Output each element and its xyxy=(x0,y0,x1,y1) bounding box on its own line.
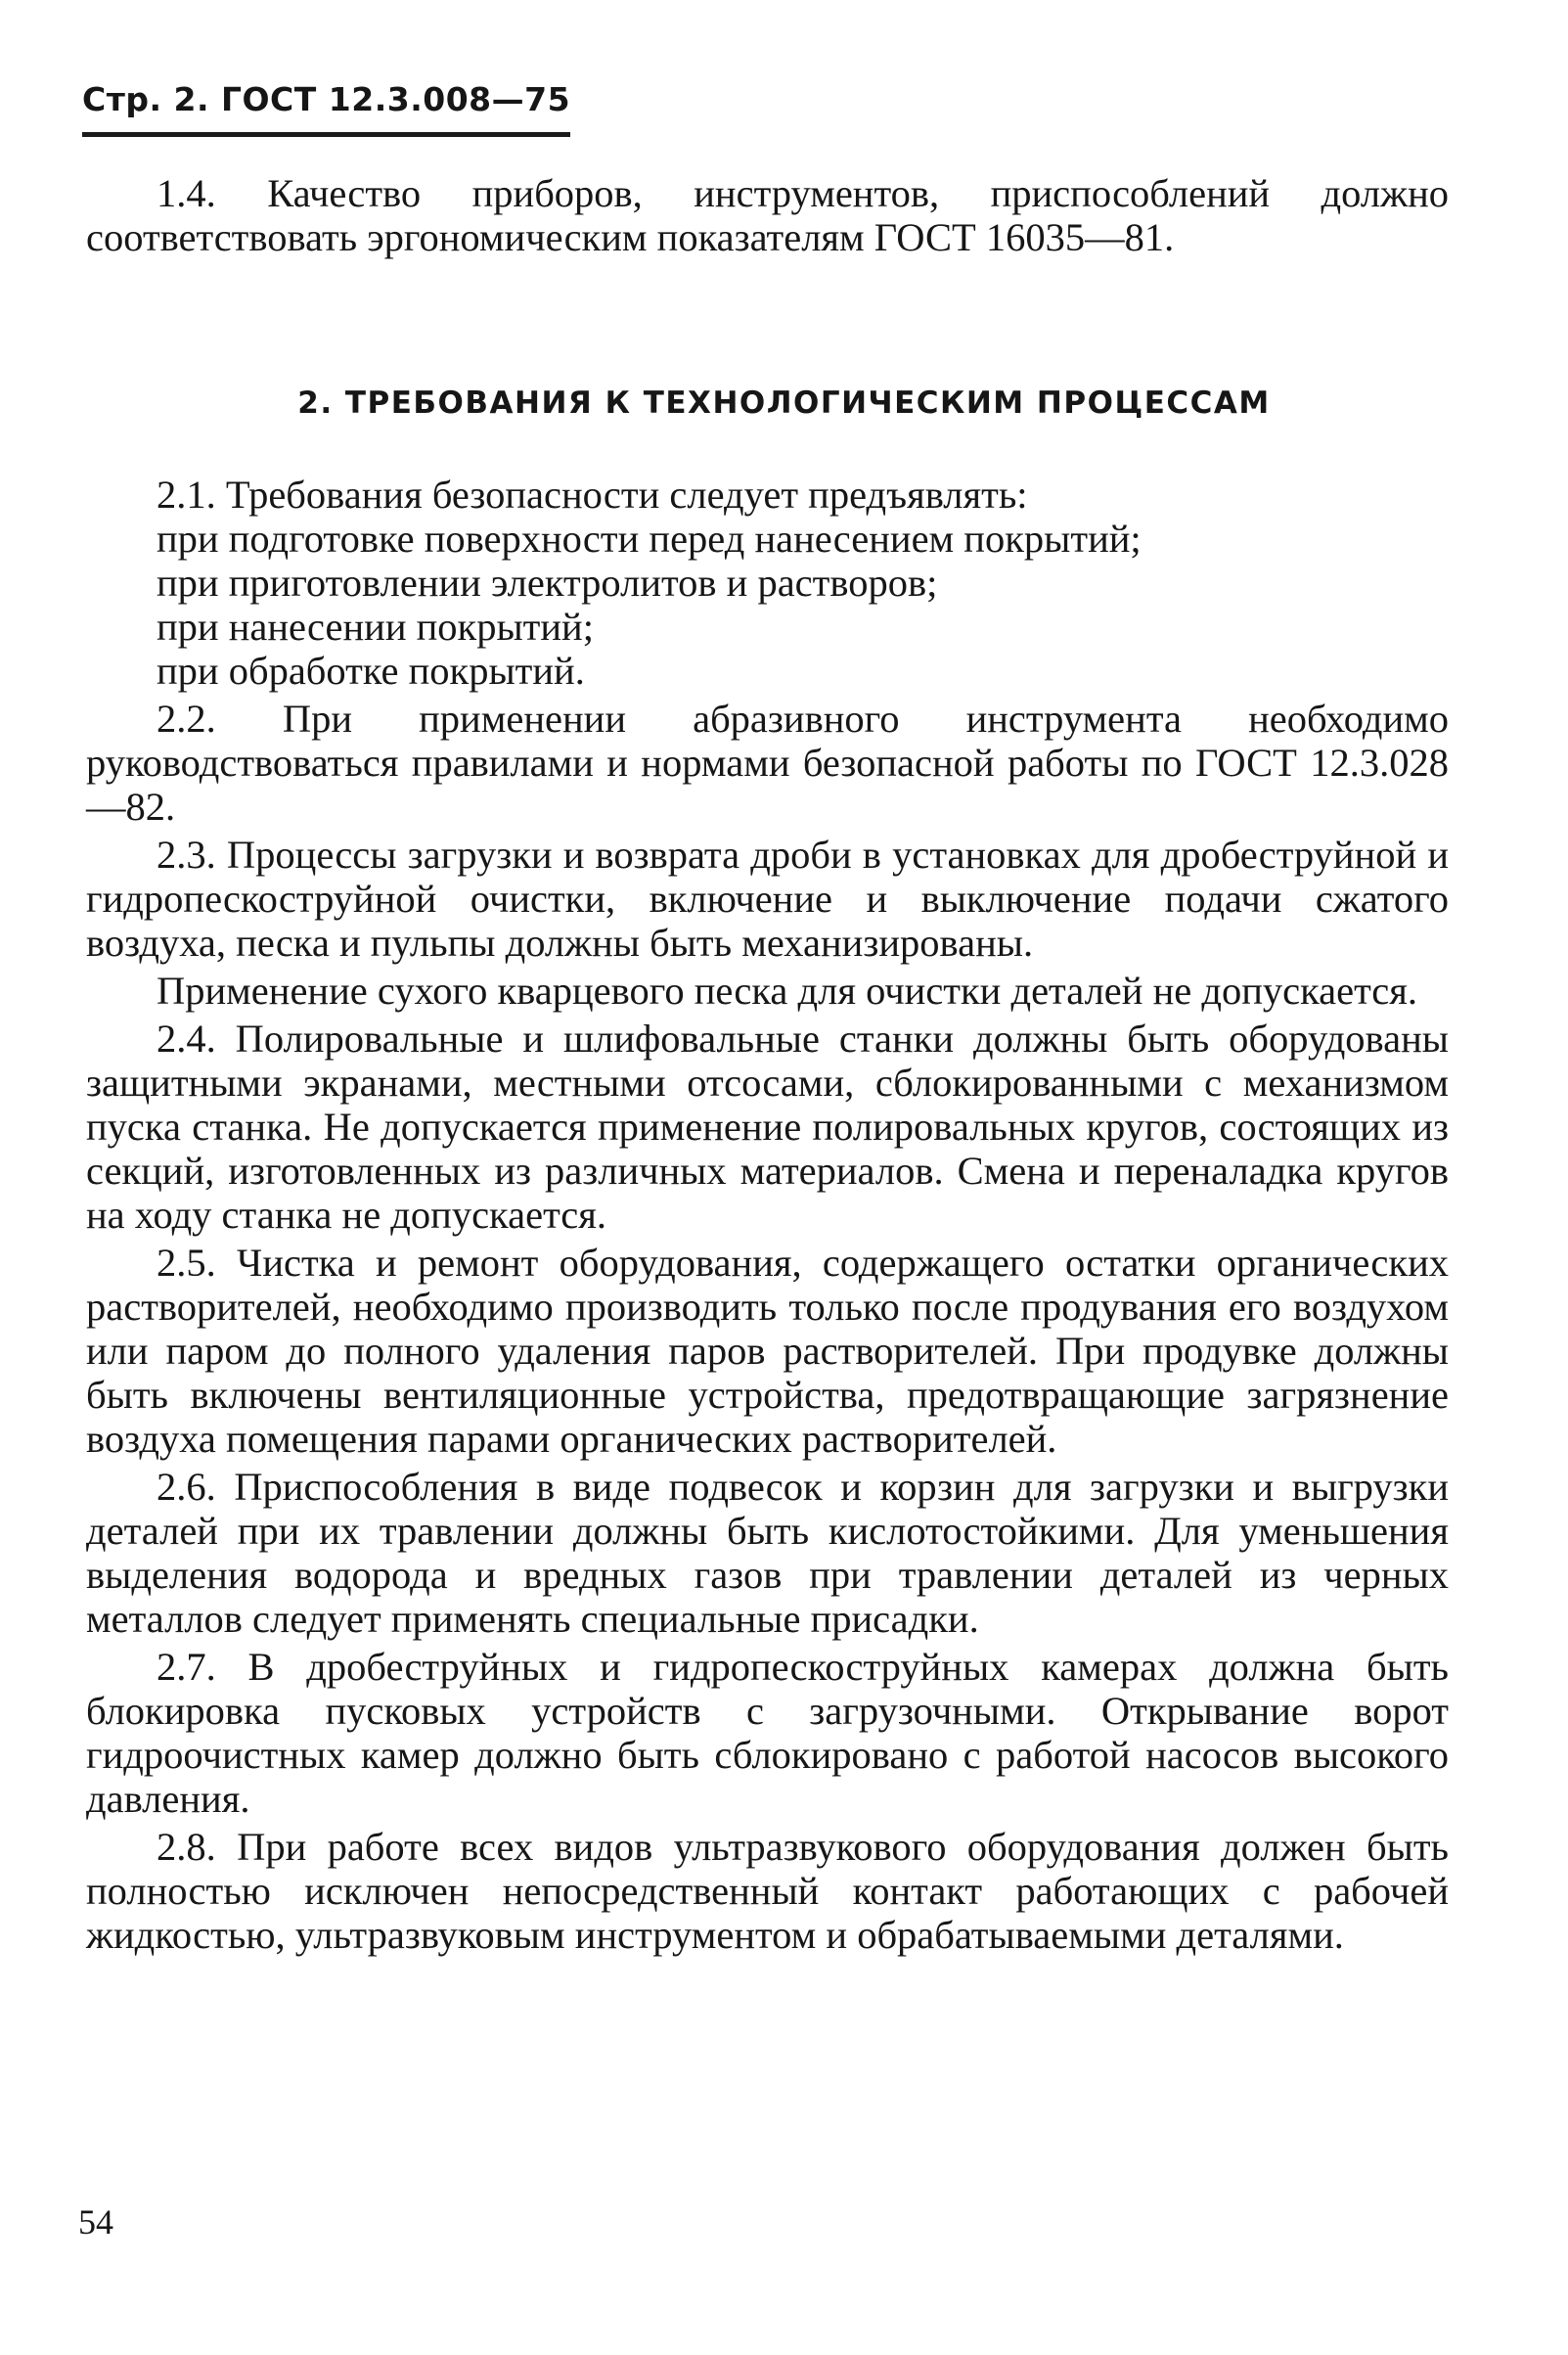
paragraph-2-6: 2.6. Приспособления в виде подвесок и корзин для загрузки и выгрузки деталей при их травлении должны быть кислотостойкими. Для уменьшения выделения водорода и вредных газов при травлении деталей из черных металлов следует применять специальные присадки. xyxy=(86,1465,1449,1641)
paragraph-1-4: 1.4. Качество приборов, инструментов, приспособлений должно соответствовать эргономическим показателям ГОСТ 16035—81. xyxy=(86,171,1449,259)
paragraph-2-5: 2.5. Чистка и ремонт оборудования, содержащего остатки органических растворителей, необходимо производить только после продувания его воздухом или паром до полного удаления паров растворителей. При продувке должны быть включены вентиляционные устройства, предотвращающие загрязнение воздуха помещения парами органических растворителей. xyxy=(86,1241,1449,1461)
list-item: при подготовке поверхности перед нанесением покрытий; xyxy=(157,517,1142,561)
list-item: при нанесении покрытий; xyxy=(157,605,594,649)
list-item: при приготовлении электролитов и растворов; xyxy=(157,561,938,605)
list-item: при обработке покрытий. xyxy=(157,649,585,693)
running-head: Стр. 2. ГОСТ 12.3.008—75 xyxy=(82,80,570,137)
paragraph-2-8: 2.8. При работе всех видов ультразвукового оборудования должен быть полностью исключен непосредственный контакт работающих с рабочей жидкостью, ультразвуковым инструментом и обрабатываемыми деталями. xyxy=(86,1825,1449,1957)
paragraph-2-4: 2.4. Полировальные и шлифовальные станки должны быть оборудованы защитными экранами, местными отсосами, сблокированными с механизмом пуска станка. Не допускается применение полировальных кругов, состоящих из секций, изготовленных из различных материалов. Смена и переналадка кругов на ходу станка не допускается. xyxy=(86,1017,1449,1237)
section-2-body xyxy=(86,473,1449,1957)
paragraph-2-7: 2.7. В дробеструйных и гидропескоструйных камерах должна быть блокировка пусковых устройств с загрузочными. Открывание ворот гидроочистных камер должно быть сблокировано с работой насосов высокого давления. xyxy=(86,1645,1449,1821)
paragraph-2-3-continued: Применение сухого кварцевого песка для очистки деталей не допускается. xyxy=(157,969,1418,1013)
paragraph-2-2: 2.2. При применении абразивного инструмента необходимо руководствоваться правилами и нормами безопасной работы по ГОСТ 12.3.028—82. xyxy=(86,697,1449,829)
page-number: 54 xyxy=(78,2202,113,2242)
paragraph-2-1: 2.1. Требования безопасности следует предъявлять: xyxy=(157,473,1028,517)
section-heading: 2. ТРЕБОВАНИЯ К ТЕХНОЛОГИЧЕСКИМ ПРОЦЕССАМ xyxy=(297,385,1271,421)
paragraph-2-3: 2.3. Процессы загрузки и возврата дроби в установках для дробеструйной и гидропескоструйной очистки, включение и выключение подачи сжатого воздуха, песка и пульпы должны быть механизированы. xyxy=(86,833,1449,965)
intro-block xyxy=(86,171,1449,259)
